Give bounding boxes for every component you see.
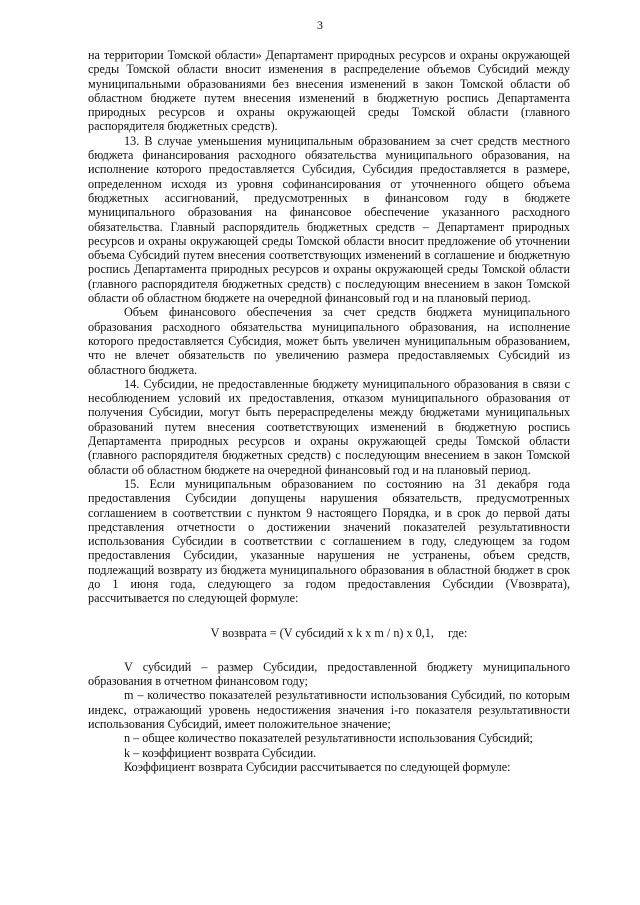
- definition-m: m – количество показателей результативности использования Субсидий, по которым индекс, отражающий уровень недостижения значения i-го показателя результативности использования Субсидий, имеет положительное значение;: [88, 688, 570, 732]
- paragraph-13-financing: Объем финансового обеспечения за счет средств бюджета муниципального образования расходного обязательства муниципального образования, на исполнение которого предоставляется Субсидия, может быть увеличен муниципальным образованием, что не влечет обязательств по увеличению размера предоставляемых Субсидий из областного бюджета.: [88, 305, 570, 377]
- definition-n: n – общее количество показателей результативности использования Субсидий;: [124, 731, 533, 746]
- return-formula: [88, 626, 570, 640]
- page-number: 3: [317, 18, 323, 32]
- document-body: [88, 48, 570, 774]
- return-formula-where: где:: [447, 625, 468, 640]
- definition-v-subsidy: V субсидий – размер Субсидии, предоставленной бюджету муниципального образования в отчетном финансовом году;: [88, 659, 570, 689]
- definition-k: k – коэффициент возврата Субсидии.: [124, 745, 317, 760]
- paragraph-15: 15. Если муниципальным образованием по состоянию на 31 декабря года предоставления Субсидии допущены нарушения обязательств, предусмотренных соглашением в соответствии с пунктом 9 настоящего Порядка, и в срок до первой даты представления отчетности о достижении значений показателей результативности использования Субсидии в соответствии с соглашением в году, следующем за годом предоставления Субсидии, указанные нарушения не устранены, объем средств, подлежащий возврату из бюджета муниципального образования в областной бюджет в срок до 1 июня года, следующего за годом предоставления Субсидии (Vвозврата), рассчитывается по следующей формуле:: [88, 476, 570, 606]
- paragraph-13: 13. В случае уменьшения муниципальным образованием за счет средств местного бюджета финансирования расходного обязательства муниципального образования, на исполнение которого предоставляется Субсидия, Субсидия предоставляется в размере, определенном исходя из уровня софинансирования от уточненного общего объема бюджетных ассигнований, предусмотренных в финансовом году в бюджете муниципального образования на финансовое обеспечение указанного расходного обязательства. Главный распорядитель бюджетных средств – Департамент природных ресурсов и охраны окружающей среды Томской области вносит предложение об уточнении объема Субсидий путем внесения соответствующих изменений в соглашение и бюджетную роспись Департамента природных ресурсов и охраны окружающей среды Томской области (главного распорядителя бюджетных средств) с последующим внесением в закон Томской области об областном бюджете на очередной финансовый год и на плановый период.: [88, 133, 570, 306]
- return-formula-expression: V возврата = (V субсидий x k x m / n) x 0,1,: [210, 625, 434, 640]
- paragraph-continuation: на территории Томской области» Департамент природных ресурсов и охраны окружающей среды Томской области вносит изменения в распределение объемов Субсидий между муниципальными образованиями без внесения изменений в закон Томской области об областном бюджете путем внесения изменений в бюджетную роспись Департамента природных ресурсов и охраны окружающей среды Томской области (главного распорядителя бюджетных средств).: [88, 48, 570, 134]
- coefficient-formula-intro: Коэффициент возврата Субсидии рассчитывается по следующей формуле:: [124, 759, 511, 774]
- paragraph-14: 14. Субсидии, не предоставленные бюджету муниципального образования в связи с несоблюдением условий их предоставления, отказом муниципального образования от получения Субсидии, могут быть перераспределены между бюджетами муниципальных образований путем внесения соответствующих изменений в бюджетную роспись Департамента природных ресурсов и охраны окружающей среды Томской области (главного распорядителя бюджетных средств) с последующим внесением в закон Томской области об областном бюджете на очередной финансовый год и на плановый период.: [88, 376, 570, 477]
